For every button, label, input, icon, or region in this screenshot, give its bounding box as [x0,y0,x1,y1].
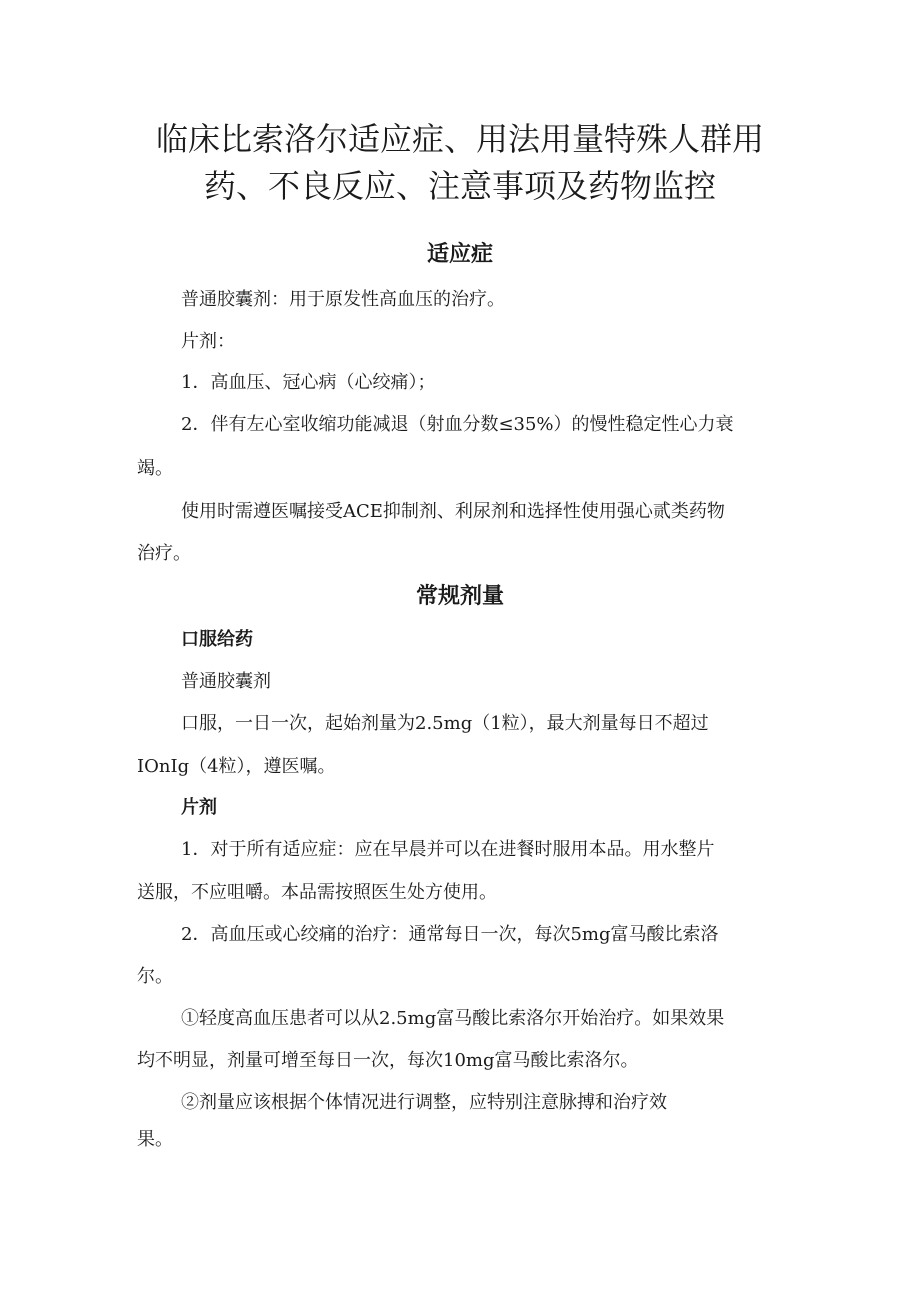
capsule-label: 普通胶囊剂 [181,671,271,692]
indication-capsule: 普通胶囊剂：用于原发性高血压的治疗。 [181,289,505,310]
indication-note-line-1: 使用时需遵医嘱接受ACE抑制剂、利尿剂和选择性使用强心贰类药物 [181,501,725,522]
indication-item-1: 1．高血压、冠心病（心绞痛）； [181,372,436,393]
tablet-note-2-line-2: 果。 [137,1129,173,1150]
document-title-line-2: 药、不良反应、注意事项及药物监控 [203,167,716,205]
tablet-item-1-line-2: 送服，不应咀嚼。本品需按照医生处方使用。 [137,882,497,903]
capsule-dosage-line-2: IOnIg（4粒），遵医嘱。 [137,756,336,777]
tablet-note-1-line-2: 均不明显，剂量可增至每日一次，每次10mg富马酸比索洛尔。 [137,1050,639,1071]
subheading-oral: 口服给药 [181,629,253,650]
tablet-item-2-line-2: 尔。 [137,966,173,987]
indication-item-2-line-1: 2．伴有左心室收缩功能减退（射血分数≤35%）的慢性稳定性心力衰 [181,414,734,435]
indication-item-2-line-2: 竭。 [137,458,173,479]
tablet-item-1-line-1: 1．对于所有适应症：应在早晨并可以在进餐时服用本品。用水整片 [181,839,715,860]
indication-tablet-label: 片剂： [181,331,235,352]
tablet-note-1-line-1: ①轻度高血压患者可以从2.5mg富马酸比索洛尔开始治疗。如果效果 [181,1008,725,1029]
capsule-dosage-line-1: 口服，一日一次，起始剂量为2.5mg（1粒），最大剂量每日不超过 [181,713,709,734]
tablet-item-2-line-1: 2．高血压或心绞痛的治疗：通常每日一次，每次5mg富马酸比索洛 [181,924,719,945]
section-heading-indications: 适应症 [426,242,493,267]
indication-note-line-2: 治疗。 [137,543,191,564]
document-title-line-1: 临床比索洛尔适应症、用法用量特殊人群用 [155,120,764,158]
tablet-note-2-line-1: ②剂量应该根据个体情况进行调整，应特别注意脉搏和治疗效 [181,1092,667,1113]
subheading-tablet: 片剂 [181,797,217,818]
section-heading-dosage: 常规剂量 [415,584,504,609]
